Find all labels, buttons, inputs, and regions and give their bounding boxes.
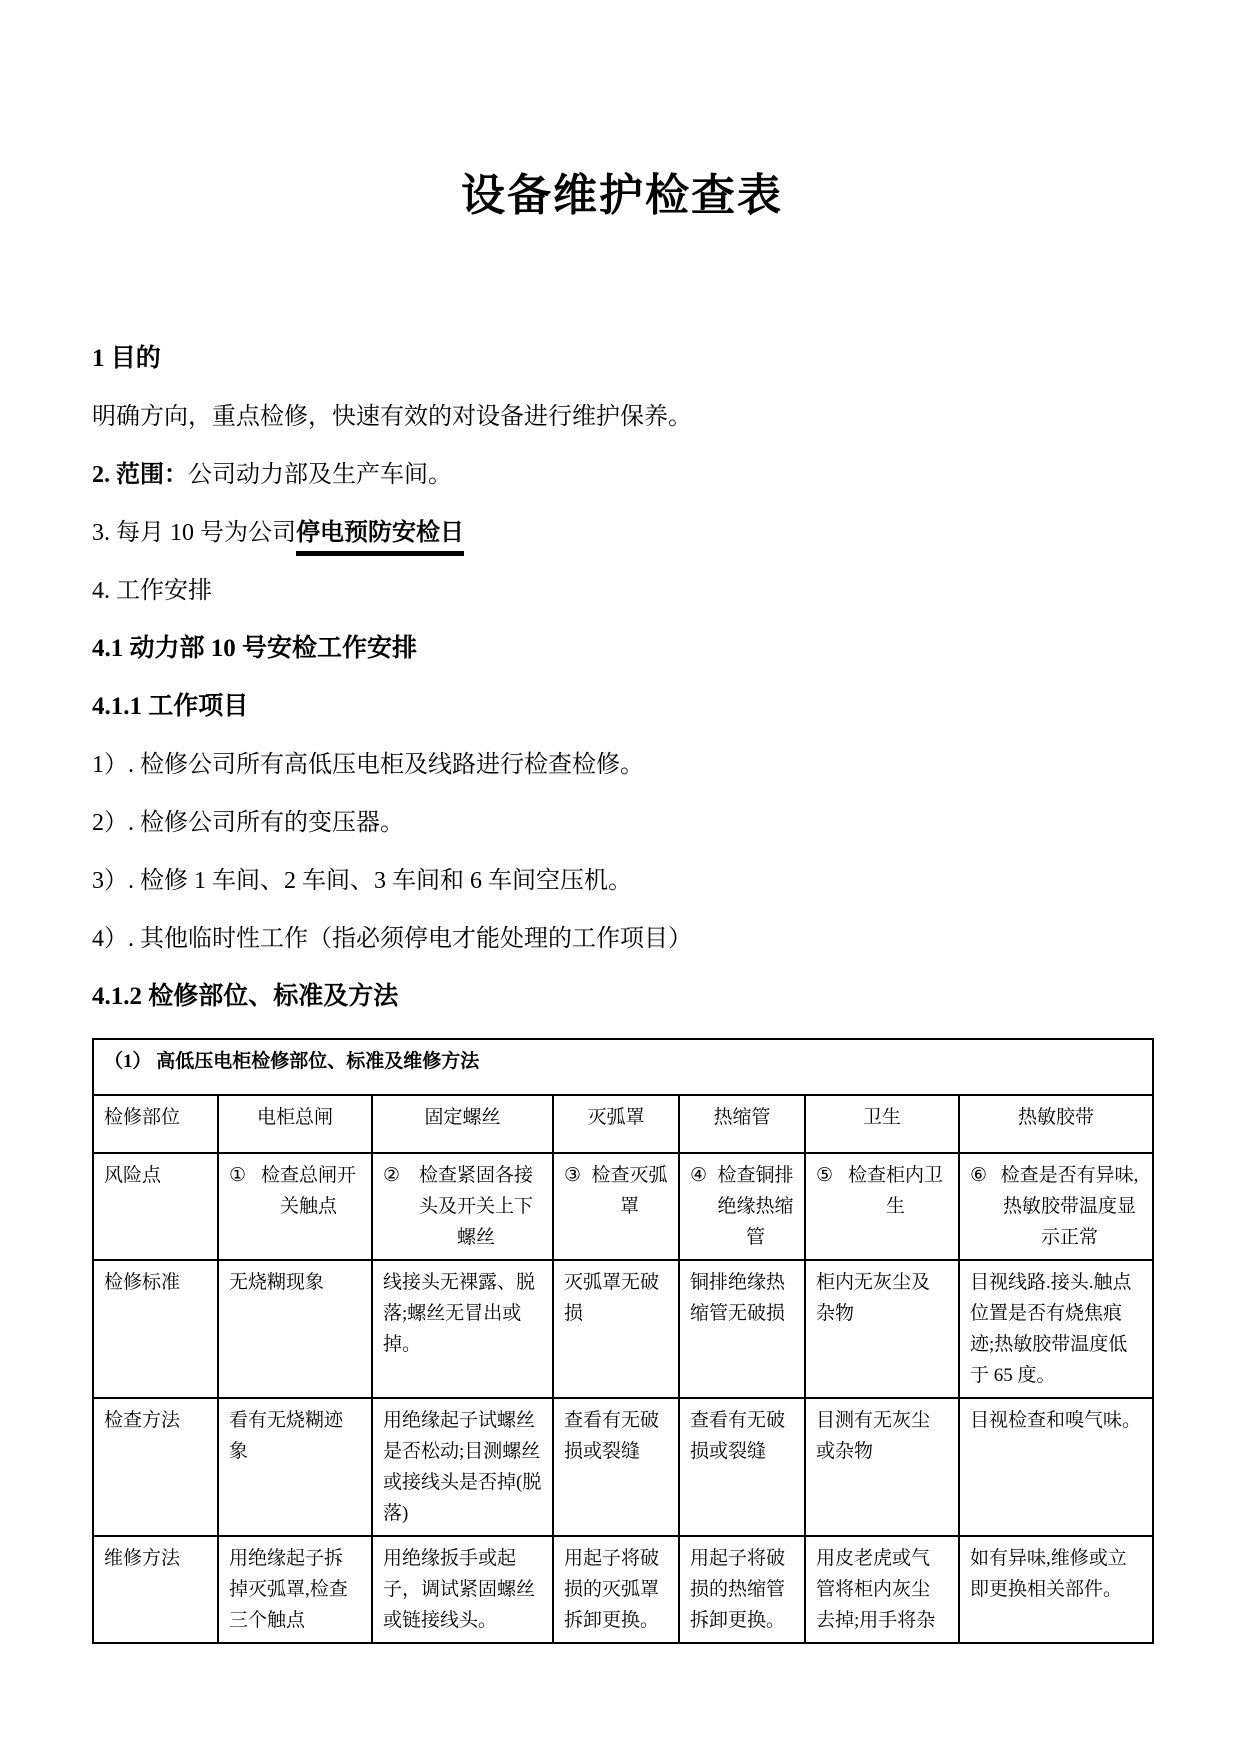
safety-day-prefix: 3. 每月 10 号为公司 [92, 520, 296, 546]
maintenance-table-body [93, 1039, 1153, 1643]
circled-number: ⑥ [970, 1165, 988, 1186]
table-cell: 用绝缘起子拆掉灭弧罩,检查三个触点 [218, 1536, 372, 1643]
table-row [93, 1153, 1153, 1260]
table-row [93, 1536, 1153, 1643]
table-cell: 柜内无灰尘及杂物 [805, 1260, 959, 1398]
risk-text: 检查灭弧罩 [591, 1165, 668, 1217]
table-cell: 看有无烧糊迹象 [218, 1398, 372, 1536]
circled-number: ② [383, 1165, 401, 1186]
work-item-4: 4）. 其他临时性工作（指必须停电才能处理的工作项目） [92, 926, 692, 952]
risk-cell [970, 1160, 1142, 1253]
row-label: 风险点 [93, 1153, 218, 1260]
maintenance-table [92, 1038, 1154, 1644]
table-header-row [93, 1095, 1153, 1153]
risk-cell [690, 1160, 794, 1253]
heading-4-1-1: 4.1.1 工作项目 [92, 693, 249, 720]
table-row [93, 1260, 1153, 1398]
risk-cell [816, 1160, 948, 1222]
table-cell: 用起子将破损的热缩管拆卸更换。 [679, 1536, 805, 1643]
column-header: 热缩管 [679, 1095, 805, 1153]
table-cell: 查看有无破损或裂缝 [679, 1398, 805, 1536]
work-item-2: 2）. 检修公司所有的变压器。 [92, 810, 404, 836]
table-cell: 用绝缘起子试螺丝是否松动;目测螺丝或接线头是否掉(脱落) [372, 1398, 553, 1536]
table-cell [372, 1153, 553, 1260]
risk-cell [564, 1160, 668, 1222]
safety-day-phrase: 停电预防安检日 [296, 520, 464, 556]
table-cell: 如有异味,维修或立即更换相关部件。 [959, 1536, 1153, 1643]
heading-4-1-2: 4.1.2 检修部位、标准及方法 [92, 983, 399, 1010]
heading-4-1: 4.1 动力部 10 号安检工作安排 [92, 635, 418, 662]
work-item-3: 3）. 检修 1 车间、2 车间、3 车间和 6 车间空压机。 [92, 868, 632, 894]
risk-text: 检查是否有异味,热敏胶带温度显示正常 [1000, 1165, 1139, 1248]
purpose-heading: 1 目的 [92, 345, 161, 372]
table-cell [218, 1153, 372, 1260]
column-header: 卫生 [805, 1095, 959, 1153]
column-header: 固定螺丝 [372, 1095, 553, 1153]
scope-label: 2. 范围： [92, 462, 188, 488]
column-header: 灭弧罩 [553, 1095, 679, 1153]
table-cell: 线接头无裸露、脱落;螺丝无冒出或掉。 [372, 1260, 553, 1398]
work-item-1: 1）. 检修公司所有高低压电柜及线路进行检查检修。 [92, 752, 644, 778]
table-cell: 用皮老虎或气管将柜内灰尘去掉;用手将杂 [805, 1536, 959, 1643]
purpose-body: 明确方向，重点检修，快速有效的对设备进行维护保养。 [92, 404, 692, 430]
row-label: 维修方法 [93, 1536, 218, 1643]
table-cell [959, 1153, 1153, 1260]
table-cell: 目视线路.接头.触点位置是否有烧焦痕迹;热敏胶带温度低于 65 度。 [959, 1260, 1153, 1398]
risk-cell [229, 1160, 361, 1222]
risk-text: 检查铜排绝缘热缩管 [717, 1165, 794, 1248]
table-cell: 铜排绝缘热缩管无破损 [679, 1260, 805, 1398]
risk-text: 检查紧固各接头及开关上下螺丝 [419, 1165, 534, 1248]
circled-number: ③ [564, 1165, 582, 1186]
risk-text: 检查总闸开关触点 [261, 1165, 357, 1217]
document-title: 设备维护检查表 [461, 171, 783, 220]
table-cell: 目视检查和嗅气味。 [959, 1398, 1153, 1536]
table-cell [679, 1153, 805, 1260]
table-caption: （1） 高低压电柜检修部位、标准及维修方法 [93, 1039, 1153, 1095]
table-cell: 目测有无灰尘或杂物 [805, 1398, 959, 1536]
row-label: 检查方法 [93, 1398, 218, 1536]
scope-body: 公司动力部及生产车间。 [188, 462, 452, 488]
table-corner-label: 检修部位 [93, 1095, 218, 1153]
table-cell: 查看有无破损或裂缝 [553, 1398, 679, 1536]
table-cell [553, 1153, 679, 1260]
circled-number: ⑤ [816, 1165, 834, 1186]
circled-number: ① [229, 1165, 247, 1186]
table-cell: 用起子将破损的灭弧罩拆卸更换。 [553, 1536, 679, 1643]
risk-text: 检查柜内卫生 [848, 1165, 944, 1217]
scope-line [92, 458, 1152, 492]
table-cell: 无烧糊现象 [218, 1260, 372, 1398]
table-cell [805, 1153, 959, 1260]
table-cell: 用绝缘扳手或起子，调试紧固螺丝或链接线头。 [372, 1536, 553, 1643]
table-caption-row [93, 1039, 1153, 1095]
safety-day-line [92, 516, 1152, 550]
table-cell: 灭弧罩无破损 [553, 1260, 679, 1398]
column-header: 热敏胶带 [959, 1095, 1153, 1153]
risk-cell [383, 1160, 542, 1253]
column-header: 电柜总闸 [218, 1095, 372, 1153]
table-row [93, 1398, 1153, 1536]
row-label: 检修标准 [93, 1260, 218, 1398]
work-arrangement-line: 4. 工作安排 [92, 578, 212, 604]
circled-number: ④ [690, 1165, 708, 1186]
